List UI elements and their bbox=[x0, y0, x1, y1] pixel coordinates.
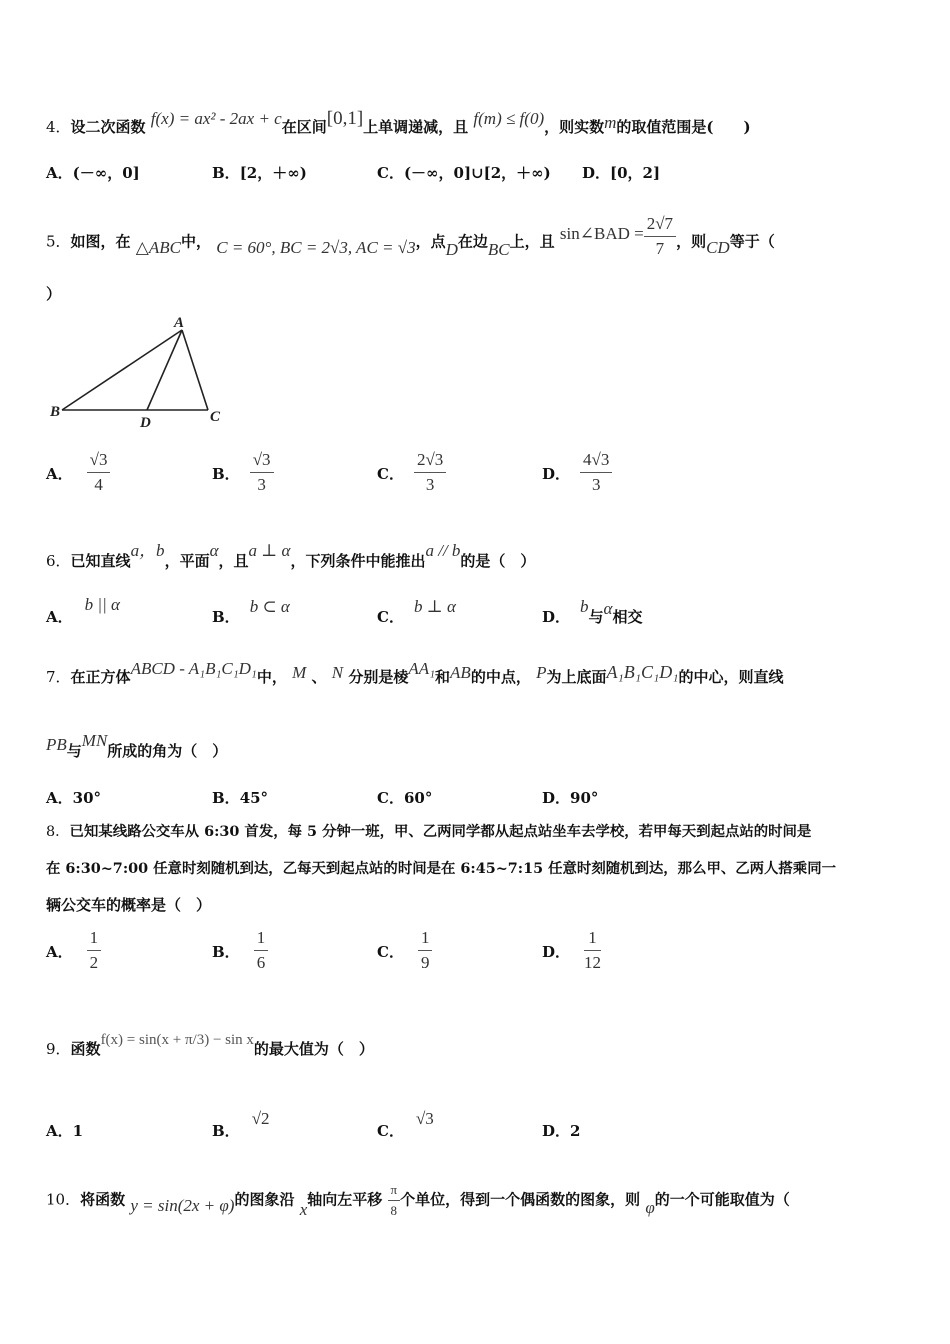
q9-option-a[interactable]: A．1 bbox=[46, 1122, 84, 1140]
question-number: 8． bbox=[46, 824, 70, 840]
point-d: D bbox=[445, 239, 458, 259]
phi: φ bbox=[645, 1197, 655, 1217]
side-bc: BC bbox=[487, 239, 510, 259]
target-conclusion: a // b bbox=[425, 541, 461, 560]
interval: [0,1] bbox=[326, 108, 364, 129]
q5-option-c[interactable]: C． $\frac{2√3}{3}$ bbox=[377, 450, 446, 495]
cube-name: ABCD - A₁B₁C₁D₁ bbox=[130, 659, 257, 678]
q5-option-d[interactable]: D． $\frac{4√3}{3}$ bbox=[542, 450, 612, 495]
line-pb: PB bbox=[46, 735, 67, 754]
q5-option-a[interactable]: A． $\frac{√3}{4}$ bbox=[46, 450, 110, 495]
function-formula: f(x) = ax² - 2ax + c bbox=[150, 109, 282, 128]
question-number: 10． bbox=[46, 1190, 81, 1209]
label-d: D bbox=[140, 415, 151, 431]
question-8-line3: 辆公交车的概率是（ ） bbox=[46, 896, 212, 914]
side-ac bbox=[182, 330, 208, 410]
top-face: A₁B₁C₁D₁ bbox=[606, 662, 679, 682]
triangle-figure bbox=[46, 312, 236, 432]
segment-cd: CD bbox=[706, 237, 730, 257]
q6-option-c[interactable]: C．b ⊥ α bbox=[377, 597, 456, 626]
question-10: 10．将函数 y = sin(2x + φ)的图象沿 x轴向左平移 $\frac{\pi}{8}$ 个单位，得到一个偶函数的图象，则 φ的一个可能取值为（ bbox=[46, 1182, 790, 1219]
q7-option-d[interactable]: D．90° bbox=[542, 789, 599, 807]
q8-option-c[interactable]: C． $\frac{1}{9}$ bbox=[377, 928, 432, 973]
plane-alpha: α bbox=[209, 541, 219, 560]
edge-ab: AB bbox=[450, 663, 471, 682]
label-a: A bbox=[174, 315, 185, 331]
q4-option-b[interactable]: B．[2，＋∞) bbox=[212, 164, 307, 182]
q9-option-c[interactable]: C．√3 bbox=[377, 1109, 434, 1140]
question-6: 6．已知直线a，b，平面α，且a ⊥ α，下列条件中能推出a // b的是（ ） bbox=[46, 541, 536, 570]
q8-option-d[interactable]: D． $\frac{1}{12}$ bbox=[542, 928, 602, 972]
function-formula: f(x) = sin(x + π/3) − sin x bbox=[100, 1032, 254, 1048]
question-number: 9． bbox=[46, 1040, 71, 1058]
question-number: 7． bbox=[46, 668, 71, 686]
label-c: C bbox=[210, 409, 221, 425]
q8-option-a[interactable]: A． $\frac{1}{2}$ bbox=[46, 928, 101, 973]
given-condition: a ⊥ α bbox=[248, 541, 291, 560]
question-9: 9．函数f(x) = sin(x + π/3) − sin x的最大值为（ ） bbox=[46, 1032, 374, 1058]
question-number: 5． bbox=[46, 232, 71, 251]
question-5: 5．如图，在 △ABC中， C = 60°, BC = 2√3, AC = √3，点D在边BC上，且 sin∠BAD = $\frac{2√7}{7}$ ，则CD等于（ bbox=[46, 214, 775, 259]
question-4: 4．设二次函数 f(x) = ax² - 2ax + c在区间[0,1]上单调递减，且 f(m) ≤ f(0)，则实数m的取值范围是( ) bbox=[46, 108, 751, 136]
axis-x: x bbox=[299, 1199, 308, 1219]
line-mn: MN bbox=[81, 731, 108, 750]
variable-m: m bbox=[604, 113, 617, 132]
lines-ab: a，b bbox=[130, 541, 165, 560]
question-number: 4． bbox=[46, 118, 71, 136]
q6-option-a[interactable]: A．b || α bbox=[46, 595, 120, 626]
point-n: N bbox=[331, 663, 344, 682]
label-b: B bbox=[50, 404, 61, 420]
point-p: P bbox=[536, 663, 547, 682]
q4-option-a[interactable]: A．(－∞，0] bbox=[46, 164, 140, 182]
triangle-abc: △ABC bbox=[135, 237, 181, 257]
q9-option-d[interactable]: D．2 bbox=[542, 1122, 581, 1140]
q5-option-b[interactable]: B． $\frac{√3}{3}$ bbox=[212, 450, 274, 495]
q4-option-d[interactable]: D．[0，2] bbox=[582, 164, 661, 182]
q6-option-b[interactable]: B．b ⊂ α bbox=[212, 597, 290, 626]
q9-option-b[interactable]: B．√2 bbox=[212, 1109, 270, 1140]
shift-fraction: $\frac{\pi}{8}$ bbox=[388, 1182, 401, 1219]
question-7-line2: PB与MN所成的角为（ ） bbox=[46, 731, 228, 760]
question-8-line2: 在 6:30~7:00 任意时刻随机到达，乙每天到起点站的时间是在 6:45~7:15 任意时刻随机到达，那么甲、乙两人搭乘同一 bbox=[46, 860, 836, 877]
question-7: 7．在正方体ABCD - A₁B₁C₁D₁中， M 、 N 分别是棱AA₁和AB的中点， P为上底面A₁B₁C₁D₁的中心，则直线 bbox=[46, 659, 784, 686]
q4-option-c[interactable]: C．(－∞，0]∪[2，＋∞) bbox=[377, 164, 551, 182]
question-number: 6． bbox=[46, 552, 71, 570]
function-formula: y = sin(2x + φ) bbox=[130, 1195, 235, 1215]
q7-option-a[interactable]: A．30° bbox=[46, 789, 102, 807]
q6-option-d[interactable]: D．b与α相交 bbox=[542, 597, 643, 626]
condition-formula: f(m) ≤ f(0) bbox=[473, 109, 545, 128]
q8-option-b[interactable]: B． $\frac{1}{6}$ bbox=[212, 928, 268, 973]
q7-option-c[interactable]: C．60° bbox=[377, 789, 433, 807]
sin-lhs: sin∠BAD = bbox=[559, 223, 644, 243]
given-conditions: C = 60°, BC = 2√3, AC = √3 bbox=[216, 237, 416, 257]
point-m: M bbox=[292, 663, 307, 682]
edge-aa1: AA₁ bbox=[408, 659, 436, 678]
q5-close-paren: ） bbox=[46, 285, 62, 303]
sin-fraction: $\frac{2√7}{7}$ bbox=[644, 214, 676, 259]
question-8-line1: 8．已知某线路公交车从 6:30 首发，每 5 分钟一班，甲、乙两同学都从起点站坐车去学校，若甲每天到起点站的时间是 bbox=[46, 823, 812, 840]
q7-option-b[interactable]: B．45° bbox=[212, 789, 269, 807]
